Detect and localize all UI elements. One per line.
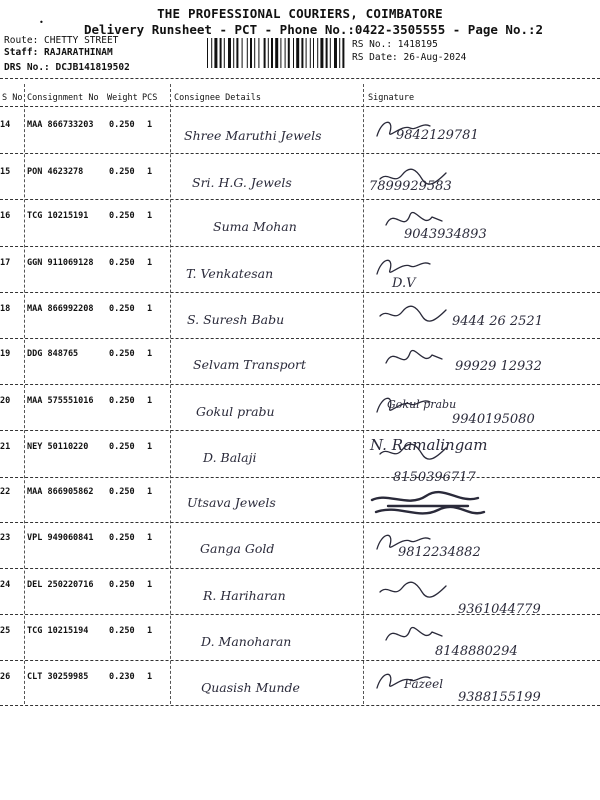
vline-consignee (170, 84, 171, 704)
barcode-bar (258, 38, 259, 68)
row-pcs: 1 (147, 580, 153, 590)
barcode-bar (264, 38, 266, 68)
col-sno: S No (2, 93, 23, 103)
row-consignee: Ganga Gold (200, 541, 275, 556)
signature-scribble (376, 574, 466, 604)
barcode-bar (214, 38, 217, 68)
row-sno: 20 (0, 396, 11, 406)
row-pcs: 1 (147, 626, 153, 636)
header-mark: • (39, 18, 44, 27)
row-consignment: MAA 866905862 (27, 487, 94, 497)
row-pcs: 1 (147, 396, 153, 406)
barcode-bar (320, 38, 323, 68)
row-signature-number: 9444 26 2521 (452, 314, 543, 329)
barcode-bar (220, 38, 222, 68)
row-consignment: MAA 575551016 (27, 396, 94, 406)
barcode-bar (288, 38, 290, 68)
barcode-bar (326, 38, 328, 68)
rs-number: RS No.: 1418195 (352, 39, 438, 50)
signature-name-21: N. Ramalingam (370, 436, 488, 454)
row-sno: 23 (0, 533, 11, 543)
barcode-bar (296, 38, 299, 68)
rs-date: RS Date: 26-Aug-2024 (352, 52, 467, 63)
row-pcs: 1 (147, 211, 153, 221)
barcode-bar (317, 38, 318, 68)
row-rule (0, 477, 600, 478)
barcode-bar (339, 38, 340, 68)
row-consignment: PON 4623278 (27, 167, 84, 177)
row-weight: 0.250 (109, 120, 135, 130)
row-pcs: 1 (147, 442, 153, 452)
row-sno: 22 (0, 487, 11, 497)
signature-scribble-heavy (368, 490, 488, 526)
row-weight: 0.250 (109, 396, 135, 406)
runsheet-subtitle: Delivery Runsheet - PCT - Phone No.:0422-3505555 - Page No.:2 (84, 22, 544, 37)
barcode-bar (228, 38, 231, 68)
vline-sno (24, 84, 25, 704)
row-consignment: DDG 848765 (27, 349, 79, 359)
row-consignment: VPL 949060841 (27, 533, 94, 543)
row-sno: 24 (0, 580, 11, 590)
columns-rule (0, 106, 600, 107)
row-weight: 0.250 (109, 258, 135, 268)
row-pcs: 1 (147, 349, 153, 359)
drs-number: DRS No.: DCJB141819502 (4, 62, 130, 73)
row-sno: 26 (0, 672, 11, 682)
row-weight: 0.250 (109, 533, 135, 543)
barcode-bar (275, 38, 278, 68)
row-consignment: MAA 866733203 (27, 120, 94, 130)
row-consignee: Selvam Transport (193, 357, 307, 372)
signature-scribble (376, 298, 466, 328)
barcode-bar (242, 38, 243, 68)
row-signature-number: 9842129781 (396, 128, 479, 143)
row-consignment: TCG 10215194 (27, 626, 89, 636)
barcode-image (207, 38, 347, 68)
barcode-bar (254, 38, 255, 68)
signature-scribble (372, 527, 462, 557)
barcode-bar (310, 38, 311, 68)
row-rule (0, 660, 600, 661)
row-consignment: DEL 250220716 (27, 580, 94, 590)
vline-signature (363, 84, 364, 704)
col-signature: Signature (368, 93, 415, 103)
row-consignee: Quasish Munde (201, 680, 300, 695)
barcode-bar (301, 38, 303, 68)
row-consignee: Shree Maruthi Jewels (184, 128, 322, 143)
signature-scribble (372, 252, 462, 282)
row-rule (0, 705, 600, 706)
row-pcs: 1 (147, 487, 153, 497)
row-signature-number: D.V (392, 276, 416, 291)
row-rule (0, 246, 600, 247)
signature-scribble (380, 205, 470, 235)
row-rule (0, 614, 600, 615)
row-weight: 0.250 (109, 442, 135, 452)
row-sno: 19 (0, 349, 11, 359)
barcode-bar (280, 38, 281, 68)
col-weight: Weight (107, 93, 138, 103)
row-sno: 16 (0, 211, 11, 221)
row-consignee: Suma Mohan (213, 219, 297, 234)
barcode-bar (293, 38, 294, 68)
row-consignee: Sri. H.G. Jewels (192, 175, 292, 190)
route-label: Route: CHETTY STREET (4, 35, 119, 46)
header-rule (0, 78, 600, 79)
row-pcs: 1 (147, 167, 153, 177)
barcode-bar (271, 38, 273, 68)
row-signature-number: 7899929583 (369, 179, 452, 194)
row-weight: 0.250 (109, 304, 135, 314)
row-sno: 14 (0, 120, 11, 130)
row-consignee: Utsava Jewels (187, 495, 276, 510)
row-rule (0, 568, 600, 569)
row-consignee: Gokul prabu (196, 404, 275, 419)
row-consignee: S. Suresh Babu (187, 312, 285, 327)
row-consignment: CLT 30259985 (27, 672, 89, 682)
row-weight: 0.250 (109, 167, 135, 177)
row-pcs: 1 (147, 533, 153, 543)
row-signature-number: 9388155199 (458, 690, 541, 705)
row-sno: 25 (0, 626, 11, 636)
row-consignment: MAA 866992208 (27, 304, 94, 314)
row-consignee: D. Manoharan (201, 634, 292, 649)
row-weight: 0.250 (109, 626, 135, 636)
barcode-bar (306, 38, 307, 68)
row-rule (0, 384, 600, 385)
barcode-bar (268, 38, 269, 68)
row-weight: 0.250 (109, 580, 135, 590)
row-weight: 0.250 (109, 349, 135, 359)
row-signature-number: 9043934893 (404, 227, 487, 242)
row-signature-number: 9361044779 (458, 602, 541, 617)
row-rule (0, 292, 600, 293)
row-consignment: NEY 50110220 (27, 442, 89, 452)
row-signature-number: 9940195080 (452, 412, 535, 427)
row-rule (0, 153, 600, 154)
signature-scribble (376, 161, 466, 191)
col-consignee: Consignee Details (174, 93, 261, 103)
signature-name-26: Fazeel (404, 677, 444, 691)
row-pcs: 1 (147, 258, 153, 268)
row-rule (0, 338, 600, 339)
col-pcs: PCS (142, 93, 158, 103)
row-rule (0, 430, 600, 431)
row-pcs: 1 (147, 304, 153, 314)
row-sno: 17 (0, 258, 11, 268)
row-pcs: 1 (147, 672, 153, 682)
row-signature-number: 8150396717 (393, 470, 476, 485)
barcode-bar (330, 38, 331, 68)
barcode-bar (236, 38, 238, 68)
row-pcs: 1 (147, 120, 153, 130)
company-title: THE PROFESSIONAL COURIERS, COIMBATORE (157, 6, 443, 21)
barcode-bar (211, 38, 212, 68)
barcode-bar (224, 38, 225, 68)
barcode-bar (250, 38, 252, 68)
row-consignee: D. Balaji (203, 450, 257, 465)
row-signature-number: 8148880294 (435, 644, 518, 659)
row-weight: 0.250 (109, 487, 135, 497)
signature-name-20: Gokul prabu (387, 398, 457, 411)
row-rule (0, 522, 600, 523)
col-consignment: Consignment No (27, 93, 99, 103)
row-sno: 21 (0, 442, 11, 452)
staff-label: Staff: RAJARATHINAM (4, 47, 113, 58)
barcode-bar (342, 38, 344, 68)
barcode-bar (233, 38, 234, 68)
row-signature-number: 99929 12932 (455, 359, 542, 374)
row-weight: 0.250 (109, 211, 135, 221)
barcode-bar (247, 38, 248, 68)
barcode-bar (334, 38, 337, 68)
row-sno: 18 (0, 304, 11, 314)
barcode-bar (207, 38, 208, 68)
barcode-bar (313, 38, 314, 68)
row-consignment: TCG 10215191 (27, 211, 89, 221)
row-consignee: T. Venkatesan (186, 266, 274, 281)
row-signature-number: 9812234882 (398, 545, 481, 560)
signature-scribble (372, 114, 462, 144)
row-rule (0, 199, 600, 200)
row-consignment: GGN 911069128 (27, 258, 94, 268)
signature-scribble (380, 620, 470, 650)
row-consignee: R. Hariharan (203, 588, 286, 603)
row-sno: 15 (0, 167, 11, 177)
signature-scribble (380, 343, 470, 373)
barcode-bar (285, 38, 286, 68)
row-weight: 0.230 (109, 672, 135, 682)
